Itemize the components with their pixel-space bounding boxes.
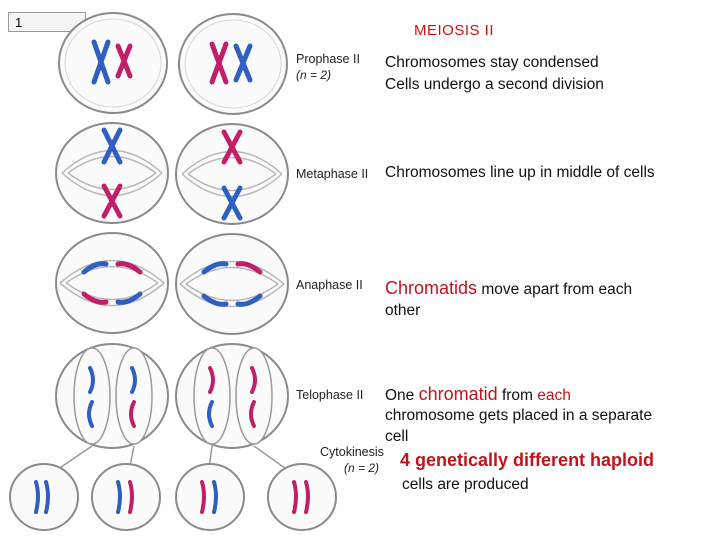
prophase-cell-right [179, 14, 287, 114]
stage-ploidy-prophase: (n = 2) [296, 68, 332, 82]
slide-number-box: 1 [8, 12, 86, 32]
daughter-cell-2 [92, 464, 160, 530]
stage-label-telophase: Telophase II [296, 388, 364, 402]
note-result-line2: cells are produced [402, 476, 529, 493]
daughter-cell-3 [176, 464, 244, 530]
telophase-cell-right [176, 344, 288, 448]
prophase-cell-left [59, 13, 167, 113]
stage-label-anaphase: Anaphase II [296, 278, 363, 292]
daughter-cell-4 [268, 464, 336, 530]
note-prophase-line1: Chromosomes stay condensed [385, 54, 599, 71]
anaphase-cell-right [176, 234, 288, 334]
note-telophase-line2: chromosome gets placed in a separate [385, 407, 653, 424]
anaphase-cell-left [56, 233, 168, 333]
note-anaphase-rest: move apart from each [477, 281, 633, 298]
stage-ploidy-cytokinesis: (n = 2) [344, 461, 380, 475]
stage-label-cytokinesis: Cytokinesis [320, 445, 384, 459]
note-telophase-a: One [385, 387, 419, 404]
note-telophase-line3: cell [385, 428, 409, 445]
stage-label-prophase: Prophase II [296, 52, 360, 66]
note-anaphase-keyword: Chromatids [385, 278, 478, 298]
note-telophase-b: from [497, 387, 538, 404]
daughter-cell-1 [10, 464, 78, 530]
metaphase-cell-left [56, 123, 168, 223]
note-anaphase-line2: other [385, 302, 421, 319]
note-telophase-line1 [385, 384, 571, 406]
note-telophase-each: each [537, 387, 571, 404]
note-metaphase: Chromosomes line up in middle of cells [385, 164, 655, 181]
note-prophase-line2: Cells undergo a second division [385, 76, 604, 93]
cytokinesis-arrows [48, 446, 296, 476]
note-telophase-keyword: chromatid [418, 384, 498, 404]
page-title: MEIOSIS II [414, 22, 495, 39]
stage-label-metaphase: Metaphase II [296, 167, 369, 181]
note-anaphase-line1 [385, 278, 632, 300]
note-result-line1: 4 genetically different haploid [400, 450, 655, 470]
metaphase-cell-right [176, 124, 288, 224]
telophase-cell-left [56, 344, 168, 448]
